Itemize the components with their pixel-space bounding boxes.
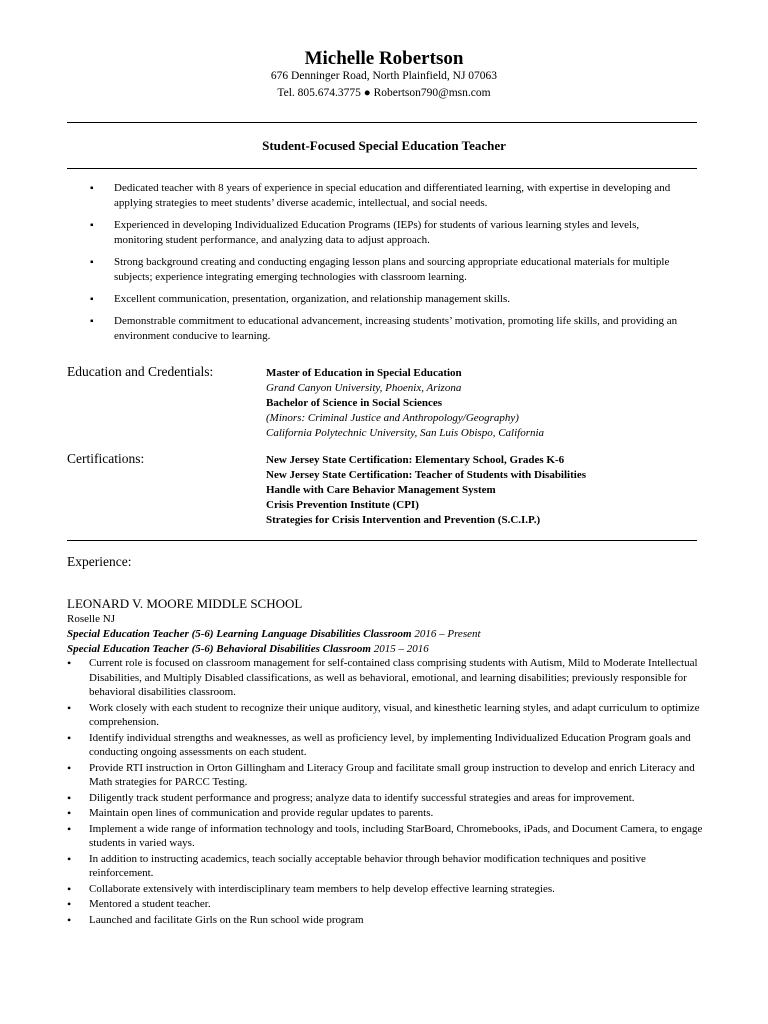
certification-item: Strategies for Crisis Intervention and Prevention (S.C.I.P.) xyxy=(266,514,541,526)
job-role-current xyxy=(67,627,481,642)
duty-item: • Current role is focused on classroom management for self-contained class comprising students with Autism, Mild to Moderate Intellectual Disabilities, and Multiply Disabled classifications, as well as behavioral, emotional, and learning disabilities; previously responsible for behavioral disabilities classroom. xyxy=(67,656,707,700)
school-masters: Grand Canyon University, Phoenix, Arizona xyxy=(266,382,462,394)
duty-item: • Collaborate extensively with interdisciplinary team members to help develop effective learning strategies. xyxy=(67,882,707,897)
duties-list xyxy=(67,656,707,928)
divider-tagline xyxy=(67,168,697,169)
duty-item: • In addition to instructing academics, teach socially acceptable behavior through behavior modification techniques and positive reinforcement. xyxy=(67,852,707,881)
summary-item: ▪ Strong background creating and conducting engaging lesson plans and sourcing appropriate educational materials for multiple subjects; experience integrating emerging technologies with classroom learning. xyxy=(90,255,690,285)
duty-item: • Implement a wide range of information technology and tools, including StarBoard, Chromebooks, iPads, and Document Camera, to engage students in varied ways. xyxy=(67,822,707,851)
summary-item: ▪ Demonstrable commitment to educational advancement, increasing students’ motivation, promoting life skills, and providing an environment conducive to learning. xyxy=(90,314,690,344)
role-title: Special Education Teacher (5-6) Behavioral Disabilities Classroom xyxy=(67,643,371,655)
candidate-name: Michelle Robertson xyxy=(304,48,464,69)
certifications-list xyxy=(266,453,706,528)
summary-list xyxy=(90,181,690,351)
degree-bachelors: Bachelor of Science in Social Sciences xyxy=(266,397,443,409)
certification-item: Crisis Prevention Institute (CPI) xyxy=(266,499,419,511)
duty-item: • Identify individual strengths and weaknesses, as well as proficiency level, by implementing Individualized Education Program goals and conducting ongoing assessments on each student. xyxy=(67,731,707,760)
professional-tagline: Student-Focused Special Education Teacher xyxy=(262,138,506,153)
certifications-heading: Certifications: xyxy=(67,451,145,466)
divider-top xyxy=(67,122,697,123)
duty-item: • Maintain open lines of communication and provide regular updates to parents. xyxy=(67,806,707,821)
certification-item: Handle with Care Behavior Management System xyxy=(266,484,496,496)
duty-item: • Launched and facilitate Girls on the Run school wide program xyxy=(67,913,707,928)
degree-minors: (Minors: Criminal Justice and Anthropology/Geography) xyxy=(266,412,519,424)
duty-item: • Mentored a student teacher. xyxy=(67,897,707,912)
education-entries xyxy=(266,366,706,441)
employer-name: LEONARD V. MOORE MIDDLE SCHOOL xyxy=(67,596,303,611)
summary-item: ▪ Experienced in developing Individualized Education Programs (IEPs) for students of various learning styles and levels, monitoring student performance, and analyzing data to adjust approach. xyxy=(90,218,690,248)
employer-location: Roselle NJ xyxy=(67,613,115,625)
role-title: Special Education Teacher (5-6) Learning Language Disabilities Classroom xyxy=(67,628,412,640)
certification-item: New Jersey State Certification: Elementary School, Grades K-6 xyxy=(266,454,565,466)
address-line: 676 Denninger Road, North Plainfield, NJ 07063 xyxy=(270,70,498,82)
duty-item: • Work closely with each student to recognize their unique auditory, visual, and kinesthetic learning styles, and adapt curriculum to optimize comprehension. xyxy=(67,701,707,730)
job-role-previous xyxy=(67,642,481,657)
experience-heading: Experience: xyxy=(67,554,132,569)
summary-item: ▪ Dedicated teacher with 8 years of experience in special education and differentiated learning, with expertise in developing and applying strategies to meet students’ diverse academic, intellectual, and social needs. xyxy=(90,181,690,211)
degree-masters: Master of Education in Special Education xyxy=(266,367,462,379)
school-bachelors: California Polytechnic University, San Luis Obispo, California xyxy=(266,427,545,439)
certification-item: New Jersey State Certification: Teacher of Students with Disabilities xyxy=(266,469,586,481)
role-dates: 2015 – 2016 xyxy=(370,643,429,655)
summary-item: ▪ Excellent communication, presentation, organization, and relationship management skills. xyxy=(90,292,690,307)
duty-item: • Diligently track student performance and progress; analyze data to identify successful strategies and areas for improvement. xyxy=(67,791,707,806)
education-heading: Education and Credentials: xyxy=(67,364,214,379)
contact-line: Tel. 805.674.3775 ● Robertson790@msn.com xyxy=(277,87,491,99)
divider-experience xyxy=(67,540,697,541)
job-header xyxy=(67,612,481,657)
duty-item: • Provide RTI instruction in Orton Gillingham and Literacy Group and facilitate small group instruction to develop and enrich Literacy and Math strategies for PARCC Testing. xyxy=(67,761,707,790)
role-dates: 2016 – Present xyxy=(411,628,481,640)
